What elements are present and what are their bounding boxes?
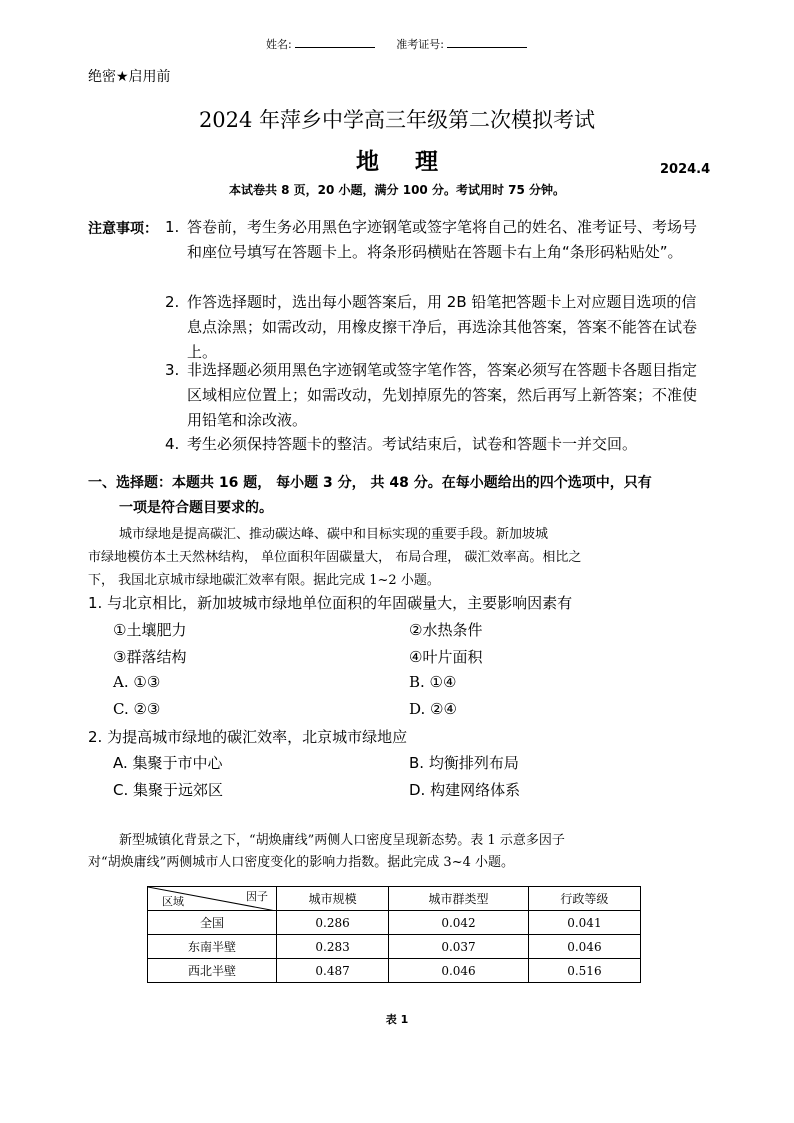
passage1-line: 下， 我国北京城市绿地碳汇效率有限。据此完成 1~2 小题。 [88, 573, 440, 588]
passage2-line: 新型城镇化背景之下，“胡焕庸线”两侧人口密度呈现新态势。表 1 示意多因子 [119, 833, 565, 848]
q1-option-a[interactable]: A. ①③ [113, 673, 161, 691]
table-cell: 0.041 [528, 911, 640, 935]
name-blank [295, 37, 375, 48]
table-caption: 表 1 [385, 1013, 409, 1026]
q1-item: ①土壤肥力 [113, 621, 187, 639]
id-label: 准考证号: [396, 38, 444, 51]
notes-label: 注意事项： [88, 221, 158, 237]
q1-option-c[interactable]: C. ②③ [113, 700, 161, 718]
column-header: 行政等级 [528, 887, 640, 911]
data-table [147, 886, 641, 983]
exam-title: 2024 年萍乡中学高三年级第二次模拟考试 [198, 108, 596, 132]
q1-item: ②水热条件 [409, 621, 483, 639]
name-label: 姓名: [266, 38, 292, 51]
q1-option-d[interactable]: D. ②④ [409, 700, 457, 718]
q2-option-a[interactable]: A. 集聚于市中心 [113, 754, 223, 772]
exam-date: 2024.4 [660, 162, 711, 177]
table-cell: 0.516 [528, 959, 640, 983]
note-item [165, 215, 710, 265]
passage1-line: 城市绿地是提高碳汇、推动碳达峰、碳中和目标实现的重要手段。新加坡城 [119, 527, 549, 542]
note-item [165, 290, 710, 365]
table-row [148, 911, 641, 935]
secret-mark: 绝密★启用前 [88, 69, 171, 85]
note-number: 3. [165, 361, 180, 379]
note-item [165, 432, 710, 457]
corner-factor-label: 因子 [246, 890, 268, 903]
q2-option-d[interactable]: D. 构建网络体系 [409, 781, 521, 799]
note-text: 作答选择题时，选出每小题答案后，用 2B 铅笔把答题卡上对应题目选项的信息点涂黑；如需改动，用橡皮擦干净后，再选涂其他答案，答案不能答在试卷上。 [187, 293, 698, 361]
question-1-stem: 1. 与北京相比，新加坡城市绿地单位面积的年固碳量大，主要影响因素有 [88, 594, 573, 612]
note-text: 考生必须保持答题卡的整洁。考试结束后，试卷和答题卡一并交回。 [187, 435, 638, 453]
table-corner-cell [148, 887, 277, 911]
id-blank [447, 37, 527, 48]
table-cell: 0.037 [389, 935, 529, 959]
note-number: 2. [165, 293, 180, 311]
corner-region-label: 区域 [162, 895, 184, 908]
table-cell: 0.283 [277, 935, 389, 959]
table-cell: 0.286 [277, 911, 389, 935]
section-heading-cont: 一项是符合题目要求的。 [119, 500, 273, 516]
note-number: 1. [165, 218, 180, 236]
table-header-row [148, 887, 641, 911]
note-number: 4. [165, 435, 180, 453]
q2-option-c[interactable]: C. 集聚于远郊区 [113, 781, 224, 799]
passage2-line: 对“胡焕庸线”两侧城市人口密度变化的影响力指数。据此完成 3~4 小题。 [88, 855, 514, 870]
section-heading: 一、选择题：本题共 16 题， 每小题 3 分， 共 48 分。在每小题给出的四个选项中，只有 [88, 475, 652, 491]
candidate-info-line [266, 36, 527, 52]
table-row [148, 959, 641, 983]
table-cell: 0.487 [277, 959, 389, 983]
table-row [148, 935, 641, 959]
column-header: 城市群类型 [389, 887, 529, 911]
q1-item: ④叶片面积 [409, 648, 483, 666]
q1-item: ③群落结构 [113, 648, 187, 666]
note-text: 非选择题必须用黑色字迹钢笔或签字笔作答，答案必须写在答题卡各题目指定区域相应位置上；如需改动，先划掉原先的答案，然后再写上新答案；不准使用铅笔和涂改液。 [187, 361, 698, 429]
note-text: 答卷前，考生务必用黑色字迹钢笔或签字笔将自己的姓名、准考证号、考场号和座位号填写在答题卡上。将条形码横贴在答题卡右上角“条形码粘贴处”。 [187, 218, 698, 261]
exam-info: 本试卷共 8 页，20 小题，满分 100 分。考试用时 75 分钟。 [228, 183, 566, 197]
q2-option-b[interactable]: B. 均衡排列布局 [409, 754, 519, 772]
subject-title: 地 理 [355, 149, 452, 175]
column-header: 城市规模 [277, 887, 389, 911]
passage1-line: 市绿地模仿本土天然林结构， 单位面积年固碳量大， 布局合理， 碳汇效率高。相比之 [88, 550, 582, 565]
table-cell: 0.042 [389, 911, 529, 935]
row-region: 东南半壁 [148, 935, 277, 959]
note-item [165, 358, 710, 433]
question-2-stem: 2. 为提高城市绿地的碳汇效率，北京城市绿地应 [88, 728, 408, 746]
row-region: 西北半壁 [148, 959, 277, 983]
table-cell: 0.046 [389, 959, 529, 983]
q1-option-b[interactable]: B. ①④ [409, 673, 457, 691]
table-cell: 0.046 [528, 935, 640, 959]
row-region: 全国 [148, 911, 277, 935]
